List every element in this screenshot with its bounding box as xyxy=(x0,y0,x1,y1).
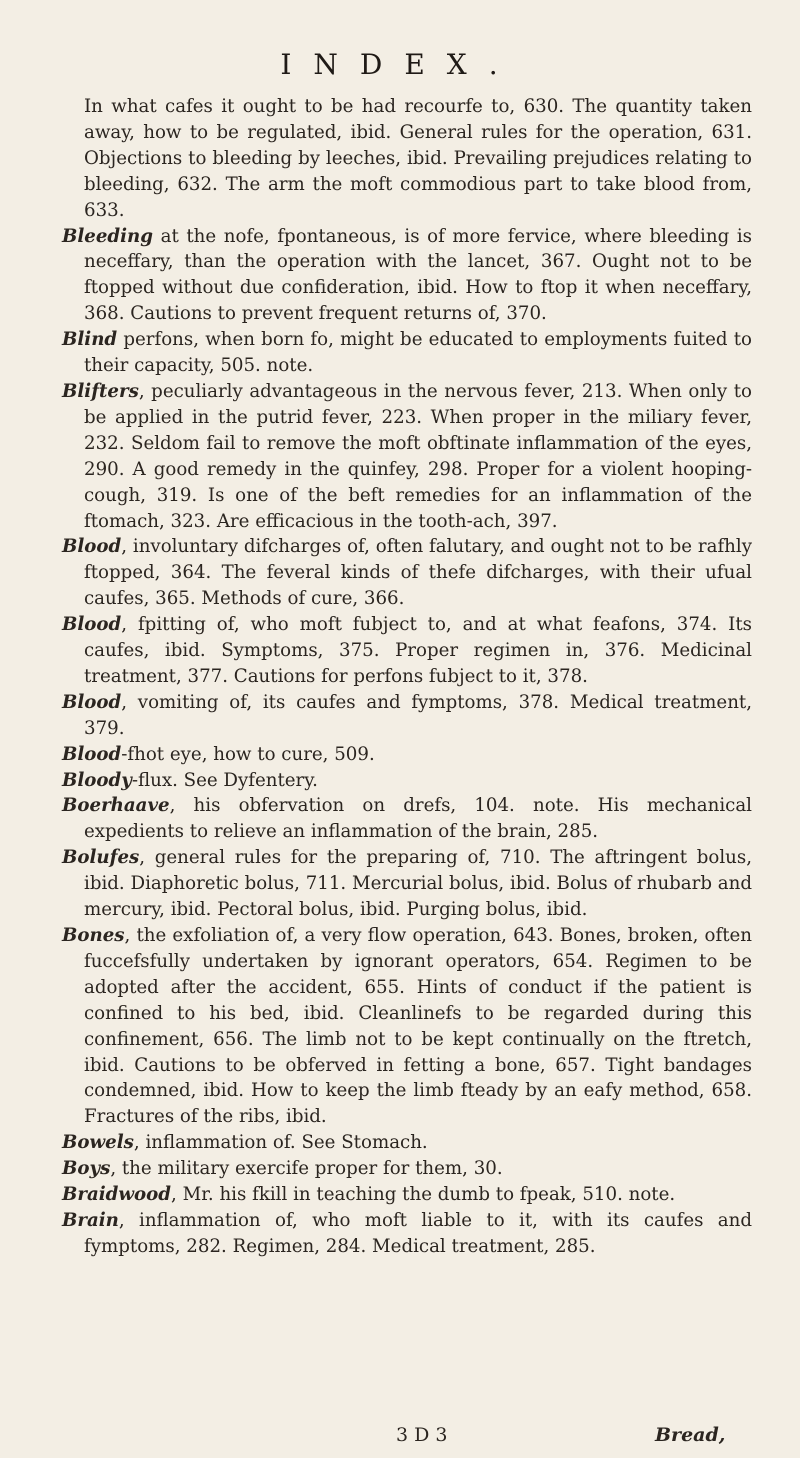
entry-text: -fhot eye, how to cure, 509. xyxy=(121,743,375,765)
entry-text: , the exfoliation of, a very flow operation, 643. Bones, broken, often fuccefsfully undertaken by ignorant operators, 654. Regimen to be adopted after the accident, 655. Hints of conduct if the patient is confined to his bed, ibid. Cleanlinefs to be regarded during this confinement, 656. The limb not to be kept continually on the ftretch, ibid. Cautions to be obferved in fetting a bone, 657. Tight bandages condemned, ibid. How to keep the limb fteady by an eafy method, 658. Fractures of the ribs, ibid. xyxy=(84,925,752,1128)
index-entry xyxy=(62,690,752,742)
index-entry xyxy=(62,612,752,690)
index-entry xyxy=(62,224,752,328)
index-entry xyxy=(62,768,752,794)
entry-headword: Blood xyxy=(62,743,122,765)
entry-text: , the military exercife proper for them, 30. xyxy=(110,1158,503,1180)
index-entry xyxy=(62,1156,752,1182)
index-entry xyxy=(62,1130,752,1156)
page-footer xyxy=(0,1424,800,1454)
index-entry xyxy=(62,845,752,923)
entry-text: In what cafes it ought to be had recourfe to, 630. The quantity taken away, how to be regulated, ibid. General rules for the operation, 631. Objections to bleeding by leeches, ibid. Prevailing prejudices relating to bleeding, 632. The arm the moft commodious part to take blood from, 633. xyxy=(84,96,752,221)
entry-text: , involuntary difcharges of, often falutary, and ought not to be rafhly ftopped, 364. The feveral kinds of thefe difcharges, with their ufual caufes, 365. Methods of cure, 366. xyxy=(84,536,752,610)
entry-text: , his obfervation on drefs, 104. note. His mechanical expedients to relieve an inflammation of the brain, 285. xyxy=(84,795,752,843)
entry-headword: Bloody xyxy=(62,769,132,791)
entry-text: , peculiarly advantageous in the nervous fever, 213. When only to be applied in the putrid fever, 223. When proper in the miliary fever, 232. Seldom fail to remove the moft obftinate inflammation of the eyes, 290. A good remedy in the quinfey, 298. Proper for a violent hooping-cough, 319. Is one of the beft remedies for an inflammation of the ftomach, 323. Are efficacious in the tooth-ach, 397. xyxy=(84,380,752,532)
entry-text: , inflammation of, who moft liable to it, with its caufes and fymptoms, 282. Regimen, 284. Medical treatment, 285. xyxy=(84,1209,752,1257)
entry-headword: Boys xyxy=(62,1158,111,1180)
entry-headword: Bowels xyxy=(62,1132,134,1154)
entry-text: at the nofe, fpontaneous, is of more fervice, where bleeding is neceffary, than the operation with the lancet, 367. Ought not to be ftopped without due confideration, ibid. How to ftop it when neceffary, 368. Cautions to prevent frequent returns of, 370. xyxy=(84,225,752,325)
entry-headword: Boerhaave xyxy=(62,795,170,817)
entry-text: , general rules for the preparing of, 710. The aftringent bolus, ibid. Diaphoretic bolus, 711. Mercurial bolus, ibid. Bolus of rhubarb and mercury, ibid. Pectoral bolus, ibid. Purging bolus, ibid. xyxy=(84,847,752,921)
entry-headword: Blifters xyxy=(62,380,139,402)
index-entry xyxy=(62,1182,752,1208)
entry-text: , inflammation of. See Stomach. xyxy=(133,1132,428,1154)
entry-headword: Blood xyxy=(62,536,122,558)
page-title: INDEX. xyxy=(280,48,520,81)
entry-text: , fpitting of, who moft fubject to, and at what feafons, 374. Its caufes, ibid. Symptoms, 375. Proper regimen in, 376. Medicinal treatment, 377. Cautions for perfons fubject to it, 378. xyxy=(84,614,752,687)
index-entry xyxy=(62,379,752,534)
index-entry xyxy=(62,327,752,379)
index-entry xyxy=(62,923,752,1130)
index-entry xyxy=(62,793,752,845)
catchword: Bread, xyxy=(655,1424,726,1446)
index-entries xyxy=(62,94,752,1260)
entry-headword: Bleeding xyxy=(62,225,153,247)
entry-headword: Bolufes xyxy=(62,847,140,869)
index-entry xyxy=(62,94,752,224)
entry-text: -flux. See Dyfentery. xyxy=(131,769,318,791)
index-entry xyxy=(62,534,752,612)
entry-headword: Blood xyxy=(62,614,122,636)
entry-headword: Brain xyxy=(62,1209,119,1231)
entry-text: perfons, when born fo, might be educated to employments fuited to their capacity, 505. note. xyxy=(84,329,752,377)
index-entry xyxy=(62,1208,752,1260)
entry-headword: Blood xyxy=(62,691,122,713)
entry-headword: Blind xyxy=(62,329,118,351)
signature-mark: 3 D 3 xyxy=(396,1424,448,1446)
entry-text: , Mr. his fkill in teaching the dumb to fpeak, 510. note. xyxy=(171,1184,676,1206)
index-entry xyxy=(62,742,752,768)
entry-text: , vomiting of, its caufes and fymptoms, 378. Medical treatment, 379. xyxy=(84,691,752,739)
entry-headword: Braidwood xyxy=(62,1184,172,1206)
entry-headword: Bones xyxy=(62,925,125,946)
